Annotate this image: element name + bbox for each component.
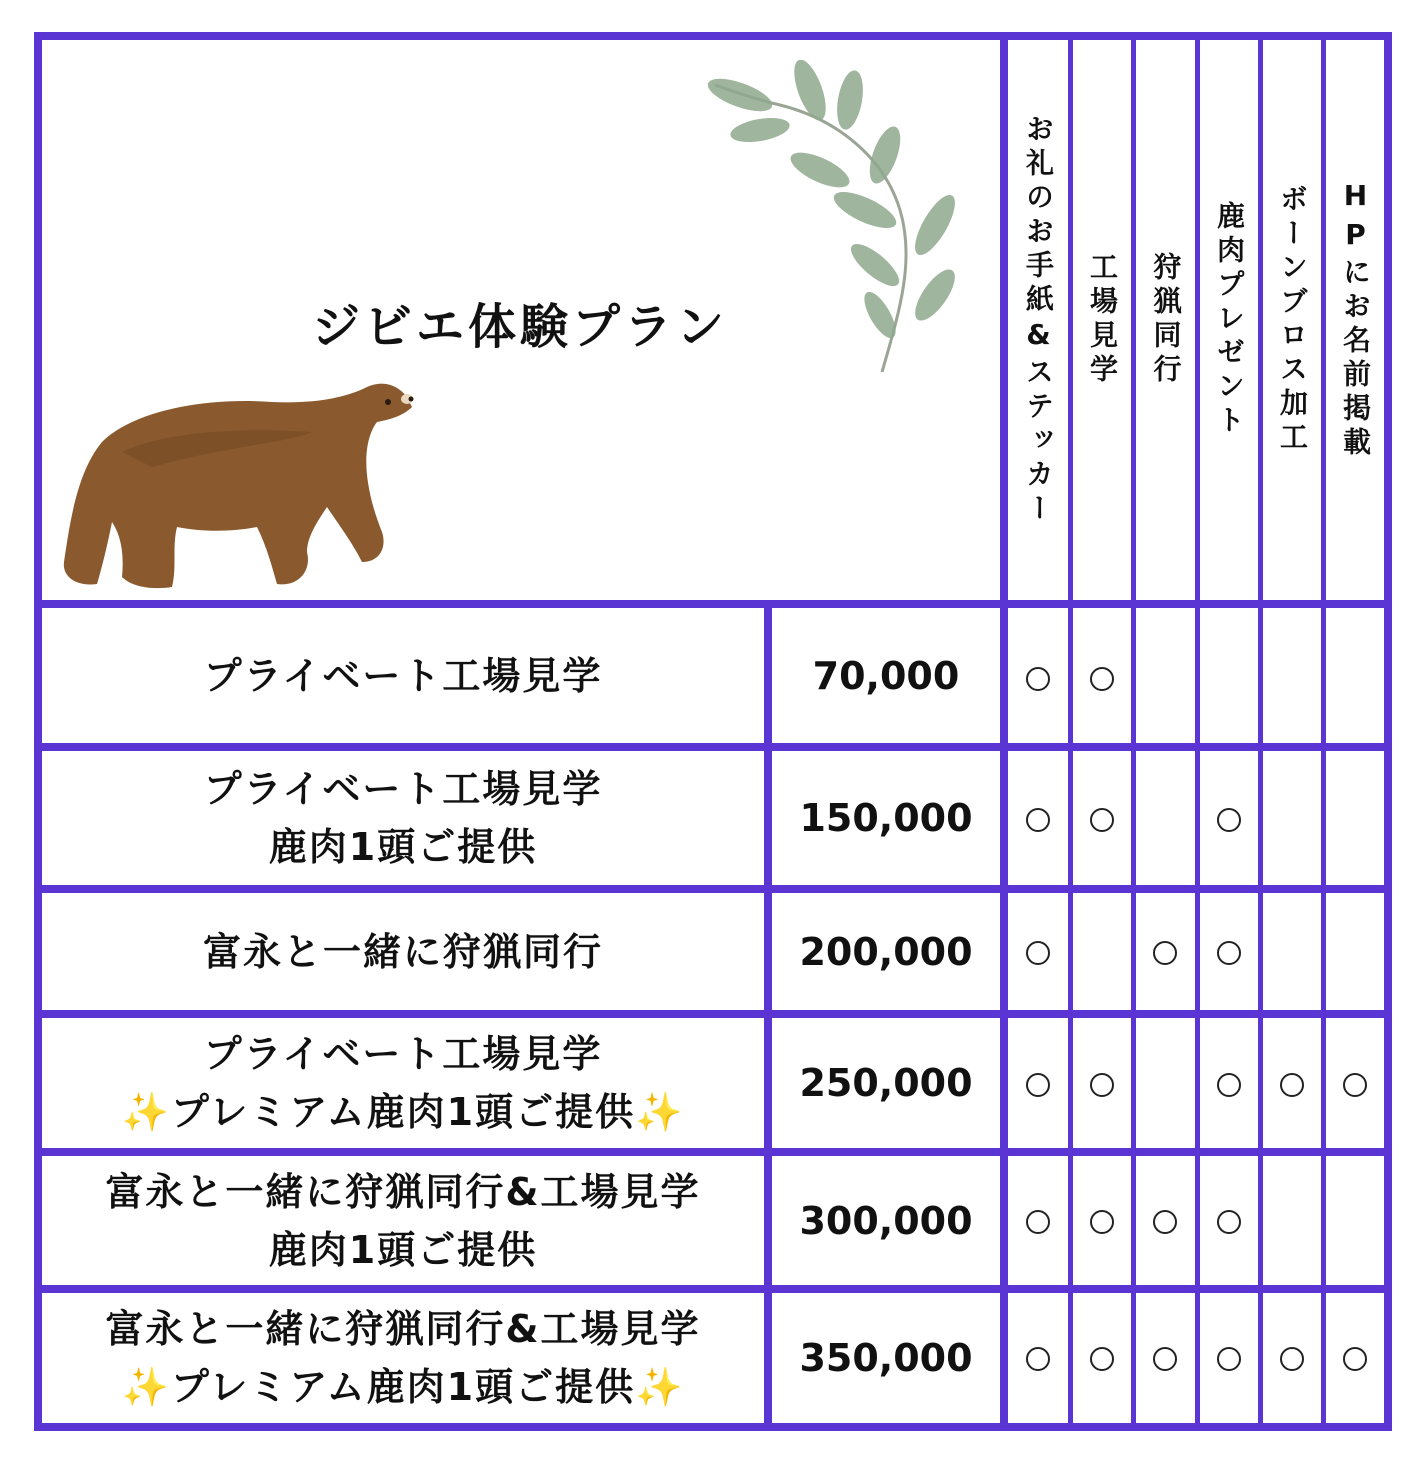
circle-mark [1217, 941, 1241, 965]
circle-mark [1343, 1347, 1367, 1371]
table-border-right [1384, 32, 1392, 1431]
bear-illustration [62, 372, 418, 594]
col-header-venison [1200, 40, 1258, 600]
col-header-label: お礼のお手紙&ステッカー [1022, 113, 1055, 527]
circle-mark [1026, 1347, 1050, 1371]
plan-line-1: プライベート工場見学 [203, 1032, 603, 1076]
plan-name [42, 751, 764, 885]
circle-mark [1026, 1210, 1050, 1234]
col-header-label: 狩猟同行 [1149, 252, 1183, 388]
plan-name [42, 1156, 764, 1285]
col-header-label: 鹿肉プレゼント [1213, 201, 1246, 439]
col-header-label: 工場見学 [1086, 252, 1119, 388]
circle-mark [1343, 1073, 1367, 1097]
circle-mark [1217, 1347, 1241, 1371]
col-header-bone [1263, 40, 1321, 600]
col-header-hp [1326, 40, 1384, 600]
table-border-top [34, 32, 1392, 40]
circle-mark [1090, 1347, 1114, 1371]
page-title: ジビエ体験プラン [311, 298, 728, 355]
plan-line-1: プライベート工場見学 [203, 653, 603, 698]
col-divider [1000, 32, 1008, 1431]
col-header-factory [1073, 40, 1131, 600]
circle-mark [1026, 941, 1050, 965]
plan-name [42, 608, 764, 743]
plan-price: 250,000 [799, 1061, 973, 1105]
plan-price: 70,000 [812, 653, 960, 698]
circle-mark [1217, 1210, 1241, 1234]
row-divider [34, 743, 1392, 751]
circle-mark [1153, 1210, 1177, 1234]
row-divider [34, 1285, 1392, 1293]
row-divider [34, 885, 1392, 893]
plan-price: 200,000 [799, 929, 973, 974]
circle-mark [1026, 667, 1050, 691]
circle-mark [1153, 941, 1177, 965]
circle-mark [1217, 1073, 1241, 1097]
circle-mark [1026, 808, 1050, 832]
plan-line-2: ✨プレミアム鹿肉1頭ご提供✨ [121, 1090, 685, 1134]
circle-mark [1090, 667, 1114, 691]
table-border-bottom [34, 1423, 1392, 1431]
plan-line-2: ✨プレミアム鹿肉1頭ご提供✨ [121, 1365, 685, 1409]
plan-name [42, 893, 764, 1010]
plan-price: 300,000 [799, 1198, 973, 1243]
col-header-hunting [1136, 40, 1195, 600]
plan-line-1: プライベート工場見学 [203, 767, 603, 811]
plan-line-1: 富永と一緒に狩猟同行&工場見学 [105, 1169, 701, 1214]
circle-mark [1090, 808, 1114, 832]
circle-mark [1280, 1347, 1304, 1371]
col-header-letter [1008, 40, 1068, 600]
row-divider [34, 1148, 1392, 1156]
plan-line-1: 富永と一緒に狩猟同行&工場見学 [105, 1307, 701, 1351]
plan-line-1: 富永と一緒に狩猟同行 [202, 929, 603, 974]
circle-mark [1090, 1073, 1114, 1097]
col-header-label: ボーンブロス加工 [1276, 184, 1309, 456]
table-border-left [34, 32, 42, 1431]
plan-line-2: 鹿肉1頭ご提供 [268, 1227, 538, 1272]
circle-mark [1090, 1210, 1114, 1234]
plan-name [42, 1293, 764, 1423]
row-divider [34, 1010, 1392, 1018]
plan-price: 350,000 [799, 1336, 973, 1380]
plan-price: 150,000 [799, 796, 973, 840]
plan-name [42, 1018, 764, 1148]
plan-line-2: 鹿肉1頭ご提供 [268, 825, 538, 869]
row-divider [34, 600, 1392, 608]
circle-mark [1217, 808, 1241, 832]
circle-mark [1026, 1073, 1050, 1097]
circle-mark [1280, 1073, 1304, 1097]
circle-mark [1153, 1347, 1177, 1371]
col-header-label: HPにお名前掲載 [1339, 179, 1372, 461]
